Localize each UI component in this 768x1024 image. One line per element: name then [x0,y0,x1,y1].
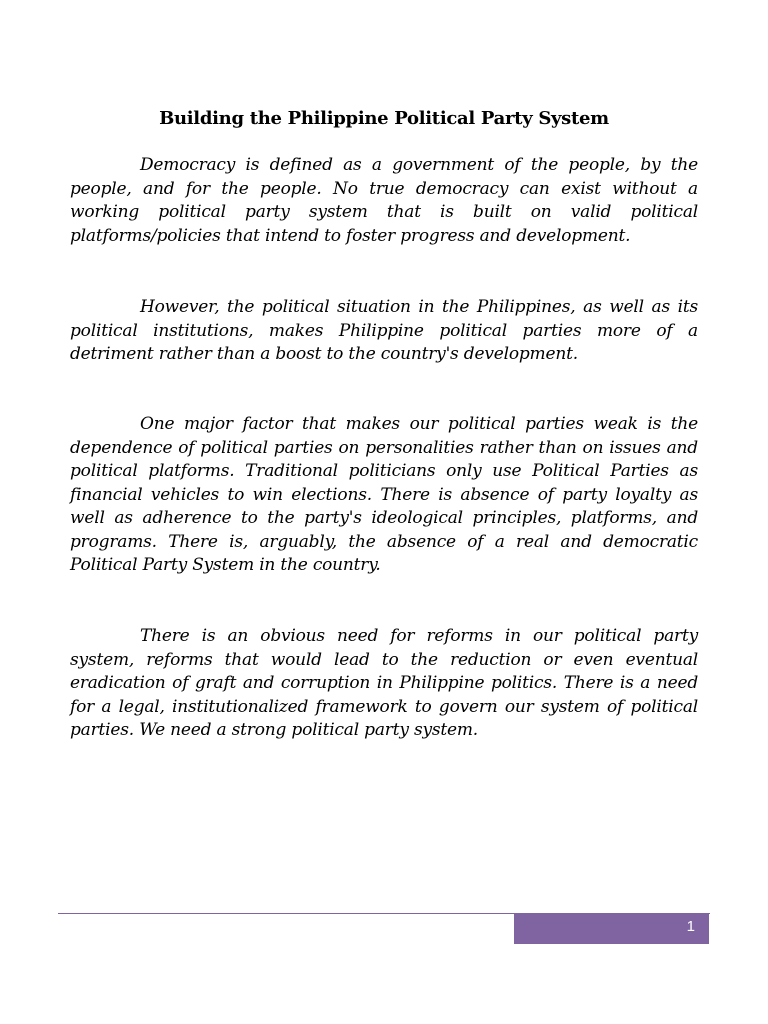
page-number: 1 [686,918,695,935]
paragraph-1: Democracy is defined as a government of the people, by the people, and for the people. No true democracy can exist without a working political party system that is built on valid political platforms/policies that intend to foster progress and development. [70,155,698,246]
document-title: Building the Philippine Political Party System [159,108,609,129]
page-number-box [514,914,709,944]
paragraph-2: However, the political situation in the Philippines, as well as its political institutions, makes Philippine political parties more of a detriment rather than a boost to the country's development. [70,297,698,364]
paragraph-4: There is an obvious need for reforms in our political party system, reforms that would lead to the reduction or even eventual eradication of graft and corruption in Philippine politics. There is a need for a legal, institutionalized framework to govern our system of political parties. We need a strong political party system. [70,626,698,740]
paragraph-3: One major factor that makes our political parties weak is the dependence of political parties on personalities rather than on issues and political platforms. Traditional politicians only use Political Parties as financial vehicles to win elections. There is absence of party loyalty as well as adherence to the party's ideological principles, platforms, and programs. There is, arguably, the absence of a real and democratic Political Party System in the country. [70,414,698,575]
